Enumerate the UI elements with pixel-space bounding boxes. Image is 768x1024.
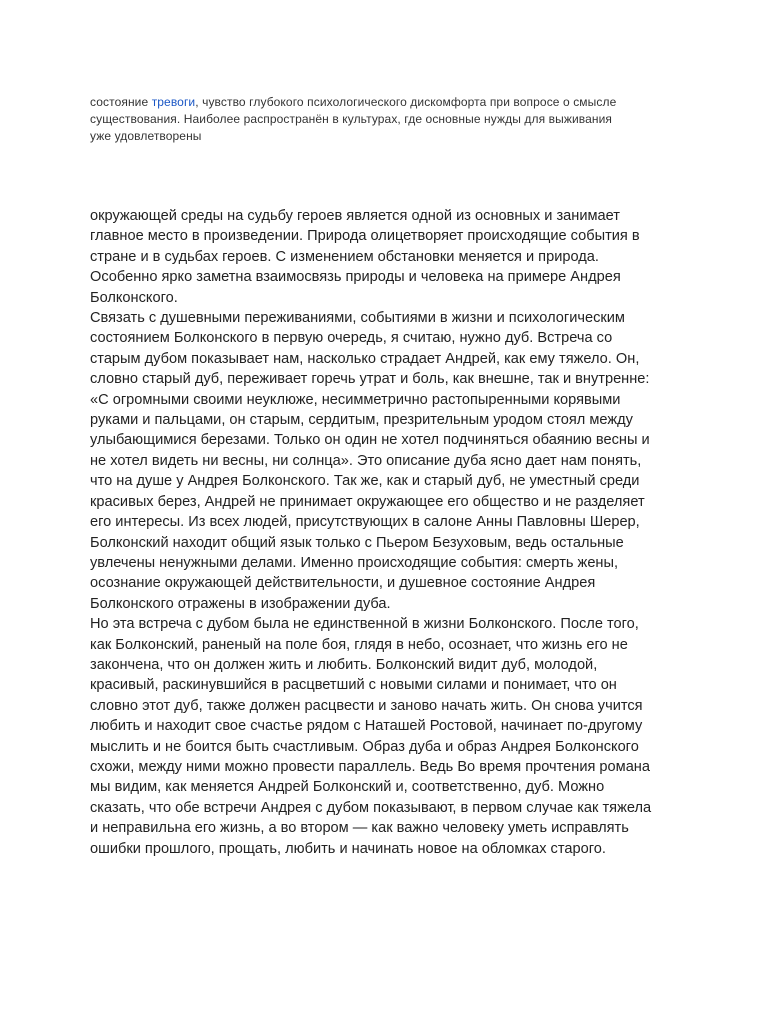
essay-line: улыбающимися березами. Только он один не хотел подчиняться обаянию весны и <box>90 432 650 449</box>
definition-snippet <box>90 94 690 145</box>
essay-line: старым дубом показывает нам, насколько страдает Андрей, как ему тяжело. Он, <box>90 350 640 367</box>
essay-line: не хотел видеть ни весны, ни солнца». Это описание дуба ясно дает нам понять, <box>90 452 642 469</box>
essay-line: закончена, что он должен жить и любить. Болконский видит дуб, молодой, <box>90 656 598 673</box>
anxiety-link[interactable]: тревоги <box>151 95 196 109</box>
essay-line: как Болконский, раненый на поле боя, глядя в небо, осознает, что жизнь его не <box>90 636 628 653</box>
essay-line: его интересы. Из всех людей, присутствующих в салоне Анны Павловны Шерер, <box>90 514 640 531</box>
essay-line: Но эта встреча с дубом была не единственной в жизни Болконского. После того, <box>90 616 639 633</box>
essay-line: словно этот дуб, также должен расцвести и заново начать жить. Он снова учится <box>90 697 643 714</box>
snippet-line-1 <box>90 94 690 111</box>
essay-line: мы видим, как меняется Андрей Болконский и, соответственно, дуб. Можно <box>90 779 605 796</box>
essay-line: любить и находит свое счастье рядом с Наташей Ростовой, начинает по-другому <box>90 718 643 735</box>
essay-line: Болконского отражены в изображении дуба. <box>90 595 391 612</box>
snippet-line-1-rest: , чувство глубокого психологического дискомфорта при вопросе о смысле <box>195 95 617 109</box>
essay-line: словно старый дуб, переживает горечь утрат и боль, как внешне, так и внутренне: <box>90 371 650 388</box>
essay-text <box>90 206 688 859</box>
essay-line: увлечены ненужными делами. Именно происходящие события: смерть жены, <box>90 554 619 571</box>
essay-line: мыслить и не боится быть счастливым. Образ дуба и образ Андрея Болконского <box>90 738 639 755</box>
snippet-line-3: уже удовлетворены <box>90 129 202 143</box>
essay-line: окружающей среды на судьбу героев является одной из основных и занимает <box>90 208 620 224</box>
essay-line: красивых берез, Андрей не принимает окружающее его общество и не разделяет <box>90 493 645 510</box>
essay-line: красивый, раскинувшийся в расцветший с новыми силами и понимает, что он <box>90 677 617 694</box>
essay-line: Болконский находит общий язык только с Пьером Безуховым, ведь остальные <box>90 534 624 551</box>
essay-line: сказать, что обе встречи Андрея с дубом показывают, в первом случае как тяжела <box>90 799 652 816</box>
essay-line: Болконского. <box>90 289 178 306</box>
essay-line: главное место в произведении. Природа олицетворяет происходящие события в <box>90 228 640 245</box>
essay-line: состоянием Болконского в первую очередь, я считаю, нужно дуб. Встреча со <box>90 330 613 347</box>
essay-line: схожи, между ними можно провести параллель. Ведь Во время прочтения романа <box>90 758 650 775</box>
essay-line: и неправильна его жизнь, а во втором — как важно человеку уметь исправлять <box>90 820 629 837</box>
essay-line: стране и в судьбах героев. С изменением обстановки меняется и природа. <box>90 248 599 265</box>
essay-line: ошибки прошлого, прощать, любить и начинать новое на обломках старого. <box>90 840 606 857</box>
essay-line: что на душе у Андрея Болконского. Так же, как и старый дуб, не уместный среди <box>90 473 640 490</box>
essay-line: «С огромными своими неуклюже, несимметрично растопыренными корявыми <box>90 391 621 408</box>
essay-line: Особенно ярко заметна взаимосвязь природы и человека на примере Андрея <box>90 269 621 286</box>
snippet-prefix: состояние <box>90 95 152 109</box>
snippet-line-2: существования. Наиболее распространён в культурах, где основные нужды для выживания <box>90 112 613 126</box>
essay-line: Связать с душевными переживаниями, событиями в жизни и психологическим <box>90 310 625 327</box>
essay-line: руками и пальцами, он старым, сердитым, презрительным уродом стоял между <box>90 412 633 429</box>
essay-line: осознание окружающей действительности, и душевное состояние Андрея <box>90 575 596 592</box>
